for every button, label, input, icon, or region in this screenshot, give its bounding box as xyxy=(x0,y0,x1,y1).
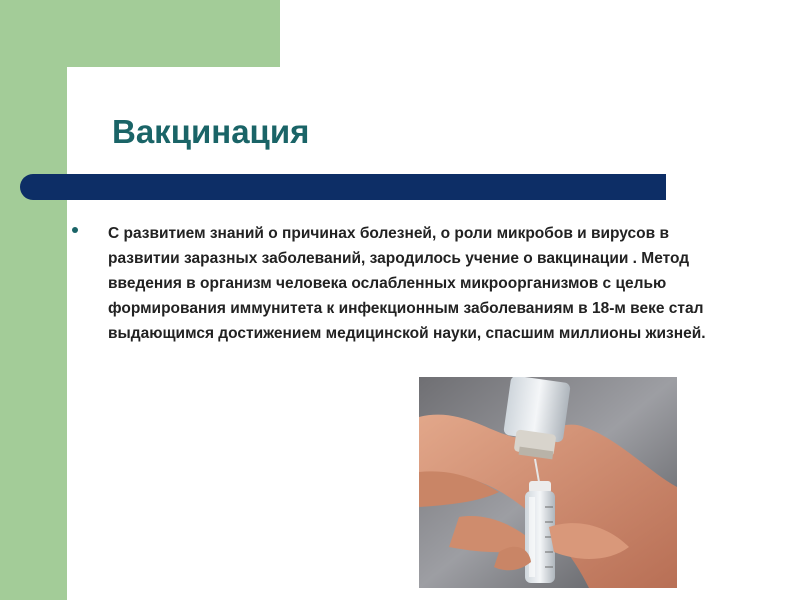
bullet-dot-icon xyxy=(72,227,78,233)
title-underline-bar xyxy=(20,174,666,200)
decor-green-top-block xyxy=(0,0,280,67)
decor-green-sidebar xyxy=(0,0,67,600)
bullet-text: С развитием знаний о причинах болезней, о роли микробов и вирусов в развитии заразных заболеваний, зародилось учение о вакцинации . Метод введения в организм человека ослабленных микроорганизмов с целью формирования иммунитета к инфекционным заболеваниям в 18-м веке стал выдающимся достижением медицинской науки, спасшим миллионы жизней. xyxy=(108,225,706,342)
bullet-paragraph xyxy=(72,221,742,346)
syringe-vial-illustration xyxy=(419,377,677,588)
slide-title: Вакцинация xyxy=(112,113,310,150)
syringe-vial-photo xyxy=(419,377,677,588)
